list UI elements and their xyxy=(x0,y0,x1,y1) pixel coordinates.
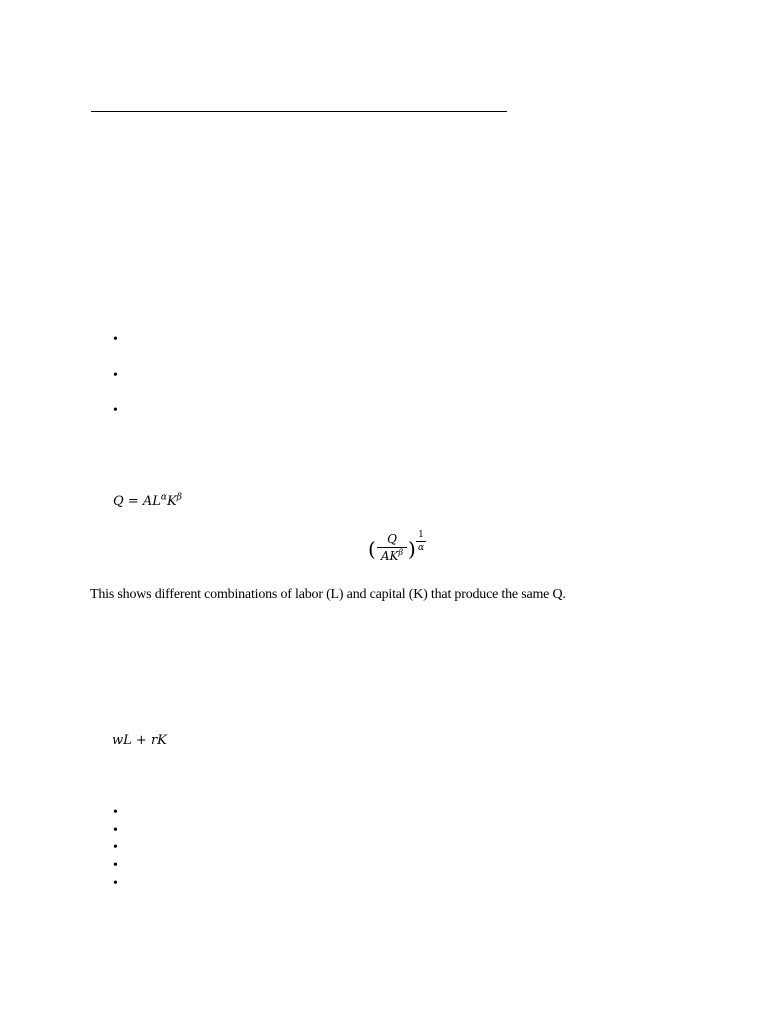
bullet-marker: • xyxy=(113,332,118,347)
eq-exponent-fraction xyxy=(416,530,426,553)
cost-equation xyxy=(112,733,167,748)
eq-symbol: K xyxy=(166,494,177,509)
isoquant-note: This shows different combinations of labor (L) and capital (K) that produce the same Q. xyxy=(90,587,566,602)
eq-exponent: β xyxy=(176,492,182,503)
eq-numerator: 1 xyxy=(418,530,424,540)
bullet-marker: • xyxy=(113,840,118,855)
eq-paren: ( xyxy=(368,537,376,561)
bullet-marker: • xyxy=(113,858,118,873)
eq-symbol: L xyxy=(152,494,161,509)
eq-symbol: rK xyxy=(150,733,167,748)
eq-fraction xyxy=(377,532,407,563)
bullet-marker: • xyxy=(113,403,118,418)
bullet-marker: • xyxy=(113,805,118,820)
eq-symbol: A xyxy=(142,494,153,509)
eq-symbol: AK xyxy=(380,549,399,563)
bullet-marker: • xyxy=(113,368,118,383)
horizontal-rule xyxy=(91,111,507,112)
eq-symbol: Q xyxy=(113,494,124,509)
eq-operator: = xyxy=(127,494,139,509)
eq-symbol: wL xyxy=(112,733,132,748)
bullet-marker: • xyxy=(113,823,118,838)
eq-exponent: β xyxy=(398,548,404,557)
bullet-marker: • xyxy=(113,876,118,891)
eq-paren: ) xyxy=(408,537,416,561)
eq-numerator: Q xyxy=(387,532,397,546)
eq-operator: + xyxy=(135,733,147,748)
eq-exponent: α xyxy=(160,492,167,503)
eq-denominator xyxy=(377,549,407,563)
eq-denominator: α xyxy=(417,543,425,553)
production-function-equation xyxy=(113,494,182,509)
